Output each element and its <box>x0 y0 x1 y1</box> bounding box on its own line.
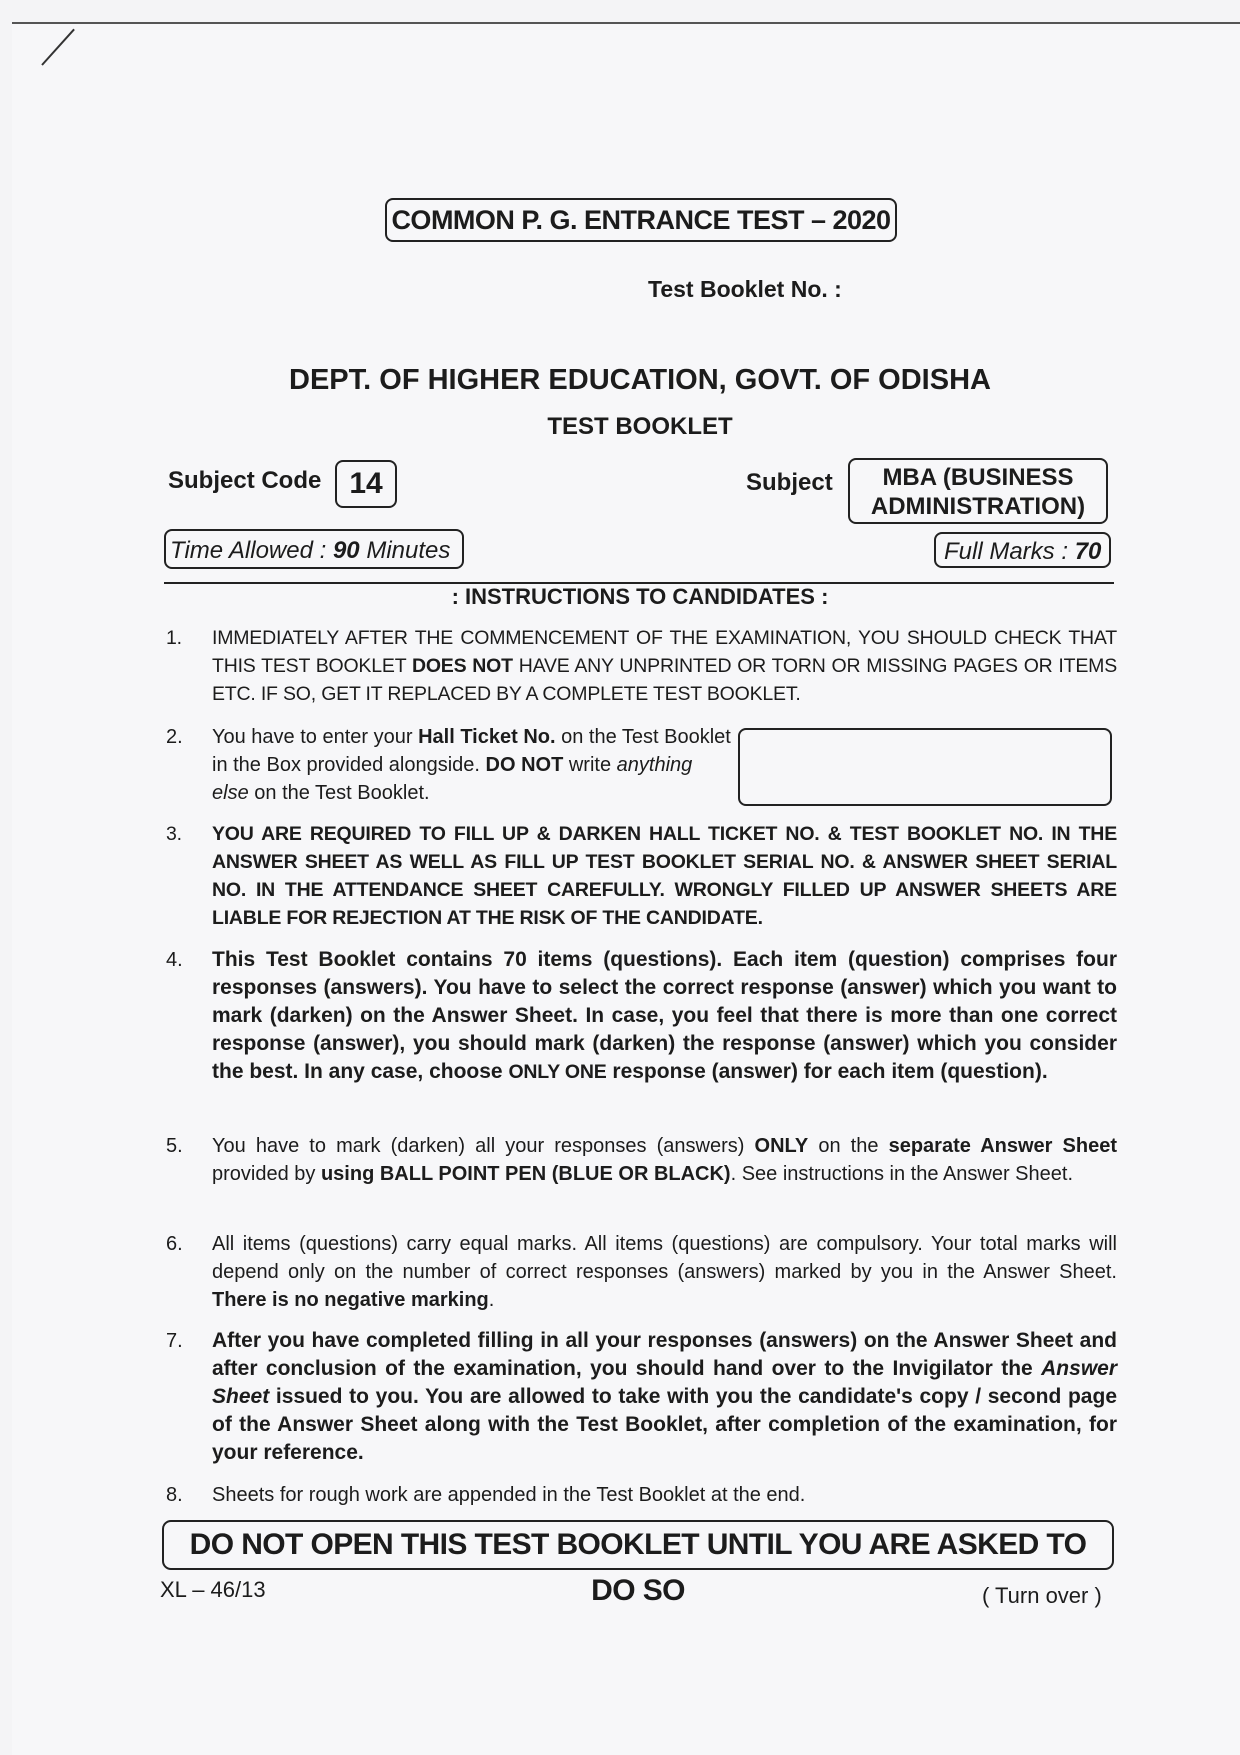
time-label: Time Allowed : <box>170 537 327 564</box>
item-text: IMMEDIATELY AFTER THE COMMENCEMENT OF THE EXAMINATION, YOU SHOULD CHECK THAT THIS TEST BOOKLET DOES NOT HAVE ANY UNPRINTED OR TORN OR MISSING PAGES OR ITEMS ETC. IF SO, GET IT REPLACED BY A COMPLETE TEST BOOKLET. <box>212 627 1117 705</box>
exam-title: COMMON P. G. ENTRANCE TEST – 2020 <box>385 198 897 242</box>
time-unit: Minutes <box>366 537 451 564</box>
item-number: 7. <box>166 1330 183 1352</box>
booklet-code: XL – 46/13 <box>160 1577 266 1602</box>
time-value: 90 <box>332 537 360 564</box>
item-text: This Test Booklet contains 70 items (questions). Each item (question) comprises four responses (answers). You have to select the correct response (answer) which you want to mark (darken) on the Answer Sheet. In case, you feel that there is more than one correct response (answer), you should mark (darken) the response (answer) which you consider the best. In any case, choose ONLY ONE response (answer) for each item (question). <box>212 948 1117 1083</box>
subject-line-1: MBA (BUSINESS <box>882 464 1074 491</box>
item-number: 6. <box>166 1233 183 1255</box>
item-text: You have to enter your Hall Ticket No. on the Test Booklet in the Box provided alongside. DO NOT write anything else on the Test Booklet. <box>212 726 731 804</box>
item-number: 4. <box>166 949 183 971</box>
item-number: 8. <box>166 1484 183 1506</box>
instructions-heading: : INSTRUCTIONS TO CANDIDATES : <box>451 584 829 609</box>
marks-value: 70 <box>1074 538 1102 565</box>
item-number: 2. <box>166 726 183 748</box>
booklet-number-label: Test Booklet No. : <box>648 276 842 302</box>
full-marks <box>934 532 1111 568</box>
item-text: YOU ARE REQUIRED TO FILL UP & DARKEN HALL TICKET NO. & TEST BOOKLET NO. IN THE ANSWER SHEET AS WELL AS FILL UP TEST BOOKLET SERIAL NO. & ANSWER SHEET SERIAL NO. IN THE ATTENDANCE SHEET CAREFULLY. WRONGLY FILLED UP ANSWER SHEETS ARE LIABLE FOR REJECTION AT THE RISK OF THE CANDIDATE. <box>212 823 1117 929</box>
item-text: All items (questions) carry equal marks. All items (questions) are compulsory. Your total marks will depend only on the number of correct responses (answers) marked by you in the Answer Sheet. There is no negative marking. <box>212 1233 1117 1311</box>
item-number: 1. <box>166 627 182 649</box>
document-type: TEST BOOKLET <box>547 413 733 440</box>
subject-code-value: 14 <box>335 460 397 508</box>
subject-label: Subject <box>746 469 833 496</box>
subject-line-2: ADMINISTRATION) <box>870 493 1086 520</box>
marks-label: Full Marks : <box>944 538 1069 565</box>
item-number: 5. <box>166 1135 183 1157</box>
scan-mark <box>41 29 75 66</box>
department-heading: DEPT. OF HIGHER EDUCATION, GOVT. OF ODISHA <box>289 364 991 396</box>
item-text: After you have completed filling in all your responses (answers) on the Answer Sheet and after conclusion of the examination, you should hand over to the Invigilator the Answer Sheet issued to you. You are allowed to take with you the candidate's copy / second page of the Answer Sheet along with the Test Booklet, after completion of the examination, for your reference. <box>212 1329 1117 1464</box>
item-text: You have to mark (darken) all your responses (answers) ONLY on the separate Answer Sheet provided by using BALL POINT PEN (BLUE OR BLACK). See instructions in the Answer Sheet. <box>212 1135 1118 1185</box>
warning-banner: DO NOT OPEN THIS TEST BOOKLET UNTIL YOU ARE ASKED TO DO SO <box>162 1520 1114 1570</box>
subject-value <box>848 458 1108 524</box>
item-text: Sheets for rough work are appended in the Test Booklet at the end. <box>212 1484 806 1506</box>
time-allowed <box>164 529 464 569</box>
hall-ticket-box[interactable] <box>738 728 1112 806</box>
turn-over: ( Turn over ) <box>982 1583 1102 1608</box>
subject-code-label: Subject Code <box>168 467 322 494</box>
item-number: 3. <box>166 823 182 845</box>
